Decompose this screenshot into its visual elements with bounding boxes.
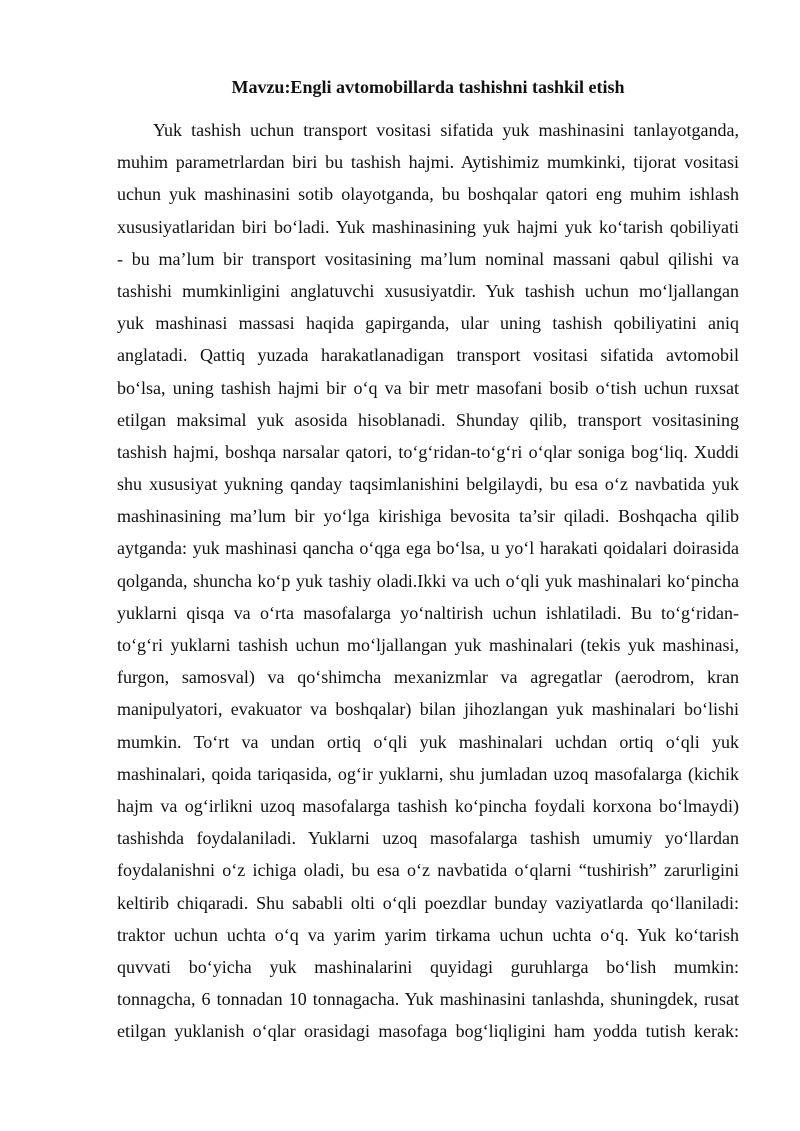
text-line: shu xususiyat yukning qanday taqsimlanishini belgilaydi, bu esa o‘z navbatida yuk [117,474,739,495]
text-line: mumkin. To‘rt va undan ortiq o‘qli yuk mashinalari uchdan ortiq o‘qli yuk [117,731,739,752]
text-line: to‘g‘ri yuklarni tashish uchun mo‘ljallangan yuk mashinalari (tekis yuk mashinasi, [117,635,739,655]
text-line: aytganda: yuk mashinasi qancha o‘qga ega bo‘lsa, u yo‘l harakati qoidalari doirasida [117,538,739,559]
text-line: keltirib chiqaradi. Shu sababli olti o‘qli poezdlar bunday vaziyatlarda qo‘llaniladi: [117,892,739,913]
document-title: Mavzu:Engli avtomobillarda tashishni tashkil etish [231,77,625,97]
text-line: Yuk tashish uchun transport vositasi sifatida yuk mashinasini tanlayotganda, [153,120,739,140]
text-line: mashinalari, qoida tariqasida, og‘ir yuklarni, shu jumladan uzoq masofalarga (kichik [117,763,739,784]
text-line: tashishda foydalaniladi. Yuklarni uzoq masofalarga tashish umumiy yo‘llardan [117,828,739,849]
text-line: mashinasining ma’lum bir yo‘lga kirishiga bevosita ta’sir qiladi. Boshqacha qilib [117,506,739,527]
text-line: etilgan yuklanish o‘qlar orasidagi masofaga bog‘liqligini ham yodda tutish kerak: [117,1021,739,1042]
text-line: traktor uchun uchta o‘q va yarim yarim tirkama uchun uchta o‘q. Yuk ko‘tarish [117,924,739,945]
text-line: furgon, samosval) va qo‘shimcha mexanizmlar va agregatlar (aerodrom, kran [117,667,739,688]
text-line: etilgan maksimal yuk asosida hisoblanadi. Shunday qilib, transport vositasining [117,409,739,430]
text-line: hajm va og‘irlikni uzoq masofalarga tashish ko‘pincha foydali korxona bo‘lmaydi) [117,795,739,816]
text-line: manipulyatori, evakuator va boshqalar) bilan jihozlangan yuk mashinalari bo‘lishi [117,699,739,720]
text-line: uchun yuk mashinasini sotib olayotganda, bu boshqalar qatori eng muhim ishlash [117,184,739,205]
text-line: muhim parametrlardan biri bu tashish hajmi. Aytishimiz mumkinki, tijorat vositasi [117,152,739,173]
text-line: bo‘lsa, uning tashish hajmi bir o‘q va bir metr masofani bosib o‘tish uchun ruxsat [117,377,739,398]
text-line: foydalanishni o‘z ichiga oladi, bu esa o‘z navbatida o‘qlarni “tushirish” zarurligini [117,860,739,881]
text-line: tashishi mumkinligini anglatuvchi xususiyatdir. Yuk tashish uchun mo‘ljallangan [117,280,739,301]
body-text [117,114,739,1047]
text-line: qolganda, shuncha ko‘p yuk tashiy oladi.Ikki va uch o‘qli yuk mashinalari ko‘pincha [117,570,739,591]
text-line: xususiyatlaridan biri bo‘ladi. Yuk mashinasining yuk hajmi yuk ko‘tarish qobiliyati [117,216,739,237]
text-line: yuk mashinasi massasi haqida gapirganda, ular uning tashish qobiliyatini aniq [117,313,739,334]
text-line: - bu ma’lum bir transport vositasining ma’lum nominal massani qabul qilishi va [117,248,739,269]
text-line: tonnagcha, 6 tonnadan 10 tonnagacha. Yuk mashinasini tanlashda, shuningdek, rusat [117,989,739,1010]
text-line: yuklarni qisqa va o‘rta masofalarga yo‘naltirish uchun ishlatiladi. Bu to‘g‘ridan- [117,602,739,623]
text-line: anglatadi. Qattiq yuzada harakatlanadigan transport vositasi sifatida avtomobil [117,345,739,366]
text-line: quvvati bo‘yicha yuk mashinalarini quyidagi guruhlarga bo‘lish mumkin: [117,956,739,977]
text-line: tashish hajmi, boshqa narsalar qatori, to‘g‘ridan-to‘g‘ri o‘qlar soniga bog‘liq. Xuddi [117,441,739,462]
